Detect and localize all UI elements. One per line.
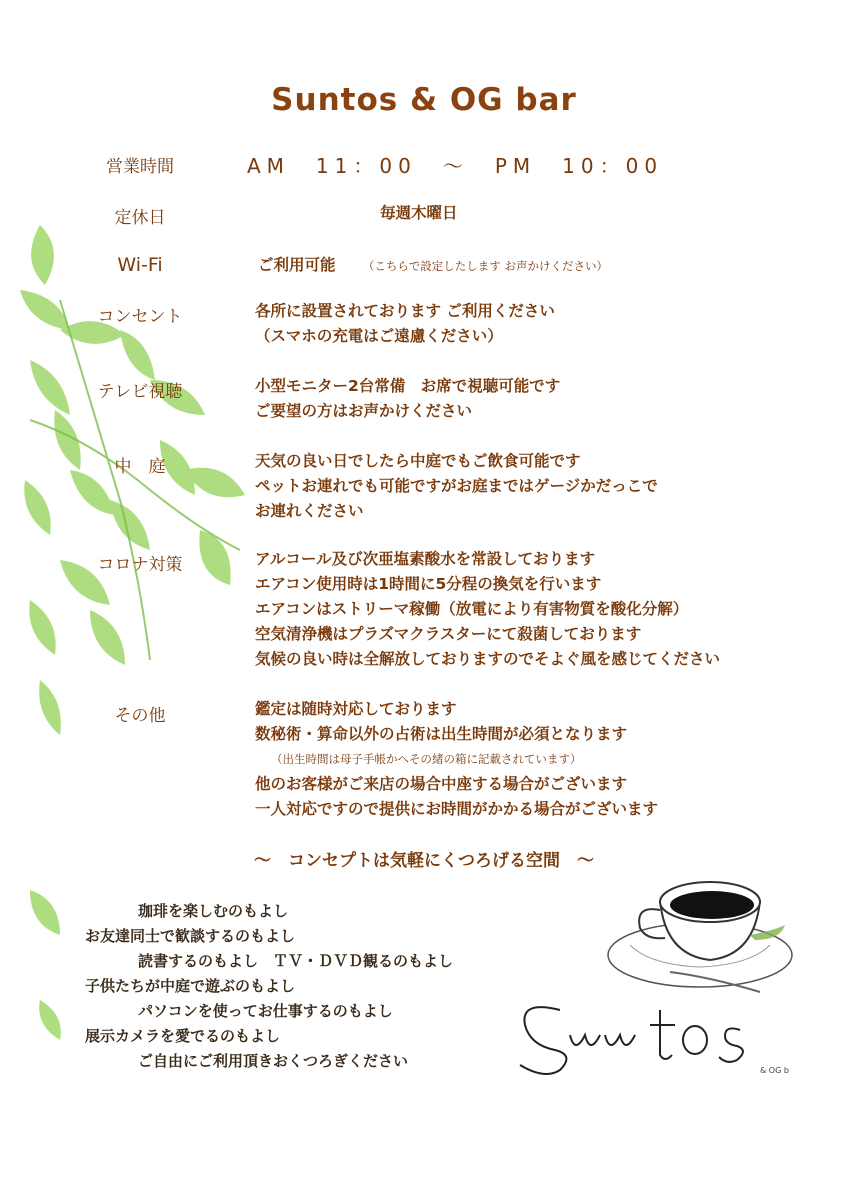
poem-line: 珈琲を楽しむのもよし: [138, 902, 289, 920]
outlet-line: （スマホの充電はご遠慮ください）: [255, 327, 503, 345]
other-label: その他: [114, 706, 166, 726]
other-note: （出生時間は母子手帳かへその緒の箱に記載されています）: [271, 752, 582, 766]
garden-line: 天気の良い日でしたら中庭でもご飲食可能です: [255, 452, 581, 470]
garden-line: お連れください: [255, 502, 364, 520]
hours-value: AM 11：00 ～ PM 10：00: [247, 154, 664, 178]
tv-line: 小型モニター2台常備 お席で視聴可能です: [255, 377, 561, 395]
page-title: Suntos & OG bar: [271, 82, 577, 118]
tv-text: [255, 374, 560, 424]
outlet-line: 各所に設置されております ご利用ください: [255, 302, 555, 320]
tv-line: ご要望の方はお声かけください: [255, 402, 473, 420]
tv-label: テレビ視聴: [97, 382, 183, 402]
closed-day-value: 毎週木曜日: [380, 204, 458, 222]
covid-line: エアコンはストリーマ稼働（放電により有害物質を酸化分解）: [255, 600, 689, 618]
logo-subtext: & OG b: [760, 1066, 789, 1075]
wifi-label: Wi-Fi: [117, 254, 163, 276]
wifi-note: （こちらで設定したします お声かけください）: [362, 259, 608, 273]
garden-text: [255, 449, 658, 524]
poem-line: お友達同士で歓談するのもよし: [85, 927, 296, 945]
concept-heading: ～ コンセプトは気軽にくつろげる空間 ～: [254, 851, 594, 871]
garden-line: ペットお連れでも可能ですがお庭まではゲージかだっこで: [255, 477, 658, 495]
covid-line: 空気清浄機はプラズマクラスターにて殺菌しております: [255, 625, 642, 643]
poem-line: 読書するのもよし ＴＶ・ＤＶＤ観るのもよし: [138, 952, 454, 970]
coffee-cup-icon: [600, 860, 800, 1000]
outlet-label: コンセント: [97, 307, 183, 327]
closed-day-label: 定休日: [114, 208, 166, 228]
covid-line: 気候の良い時は全解放しておりますのでそよぐ風を感じてください: [255, 650, 721, 668]
poem-line: パソコンを使ってお仕事するのもよし: [138, 1002, 393, 1020]
covid-line: エアコン使用時は1時間に5分程の換気を行います: [255, 575, 602, 593]
garden-label: 中 庭: [114, 457, 166, 477]
poem-line: 展示カメラを愛でるのもよし: [85, 1027, 281, 1045]
other-line: 一人対応ですので提供にお時間がかかる場合がございます: [255, 800, 659, 818]
wifi-value: [258, 253, 608, 279]
covid-line: アルコール及び次亜塩素酸水を常設しております: [255, 550, 596, 568]
hours-label: 営業時間: [106, 157, 174, 177]
covid-text: [255, 547, 720, 672]
other-text: [255, 697, 658, 822]
poem-line: 子供たちが中庭で遊ぶのもよし: [85, 977, 296, 995]
outlet-text: [255, 299, 555, 349]
poem-line: ご自由にご利用頂きおくつろぎください: [138, 1052, 409, 1070]
wifi-availability: ご利用可能: [258, 256, 336, 274]
other-line: 他のお客様がご来店の場合中座する場合がございます: [255, 775, 628, 793]
other-line: 数秘術・算命以外の占術は出生時間が必須となります: [255, 725, 628, 743]
other-line: 鑑定は随時対応しております: [255, 700, 457, 718]
covid-label: コロナ対策: [97, 555, 183, 575]
